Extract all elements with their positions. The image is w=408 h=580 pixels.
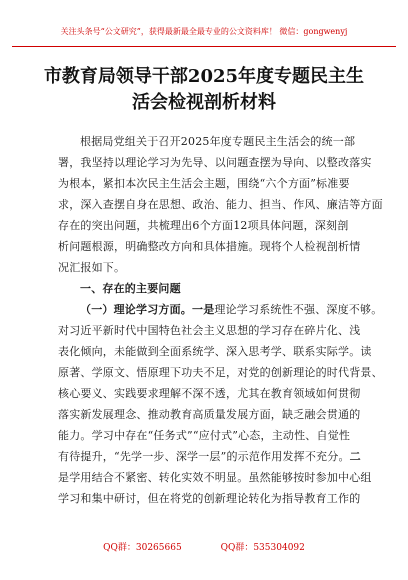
body-line: 是学用结合不紧密、转化实效不明显。虽然能够按时参加中心组 [58,471,372,484]
body-line: 表化倾向，未能做到全面系统学、深入思考学、联系实际学。读 [58,345,372,358]
intro-line: 析问题根源，明确整改方向和具体措施。现将个人检视剖析情 [58,240,361,253]
subsection-lead: 二 [349,450,361,463]
header-banner: 关注头条号“公文研究”，获得最新最全最专业的公文资料库！ 微信：gongwenyj [60,27,348,36]
body-line: 学习和集中研讨，但在将党的创新理论转化为指导教育工作的 [58,492,361,505]
footer-qq-group-2: QQ群：535304092 [220,543,305,553]
title-line-1: 市教育局领导干部2025年度专题民主生 [43,66,365,87]
footer [0,540,408,553]
body-line: 核心要义、实践要求理解不深不透，尤其在教育领域如何贯彻 [58,387,361,400]
body-line: 对习近平新时代中国特色社会主义思想的学习存在碎片化、浅 [58,324,361,337]
body-line [58,446,361,467]
footer-qq-group-1: QQ群：30265665 [103,543,182,553]
body-line: 原著、学原文、悟原理下功夫不足，对党的创新理论的时代背景、 [58,366,383,379]
subsection-lead: 一是 [192,303,215,316]
subsection-first-line [58,299,383,320]
intro-line: 根据局党组关于召开2025年度专题民主生活会的统一部 [80,135,356,148]
title-line-2: 活会检视剖析材料 [132,92,276,113]
body-line-text: 有待提升，“先学一步、深学一层”的示范作用发挥不充分。 [58,450,350,463]
body-line: 落实新发展理念、推动教育高质量发展方面，缺乏融会贯通的 [58,408,361,421]
body-line: 能力。学习中存在“任务式”“应付式”心态，主动性、自觉性 [58,429,351,442]
section-heading: 一、存在的主要问题 [80,282,181,295]
document-body [58,131,383,509]
subsection-text: 理论学习系统性不强、深度不够。 [214,303,383,316]
intro-line: 况汇报如下。 [58,261,126,274]
intro-line: 存在的突出问题，共梳理出6个方面12项具体问题，深刻剖 [58,219,349,232]
document-title [0,64,408,116]
header-divider [12,46,396,47]
subsection-heading: （一）理论学习方面。 [80,303,192,316]
intro-line: 为根本，紧扣本次民主生活会主题，围绕“六个方面”标准要 [58,177,350,190]
intro-line: 署，我坚持以理论学习为先导、以问题查摆为导向、以整改落实 [58,156,372,169]
intro-line: 求，深入查摆自身在思想、政治、能力、担当、作风、廉洁等方面 [58,198,383,211]
